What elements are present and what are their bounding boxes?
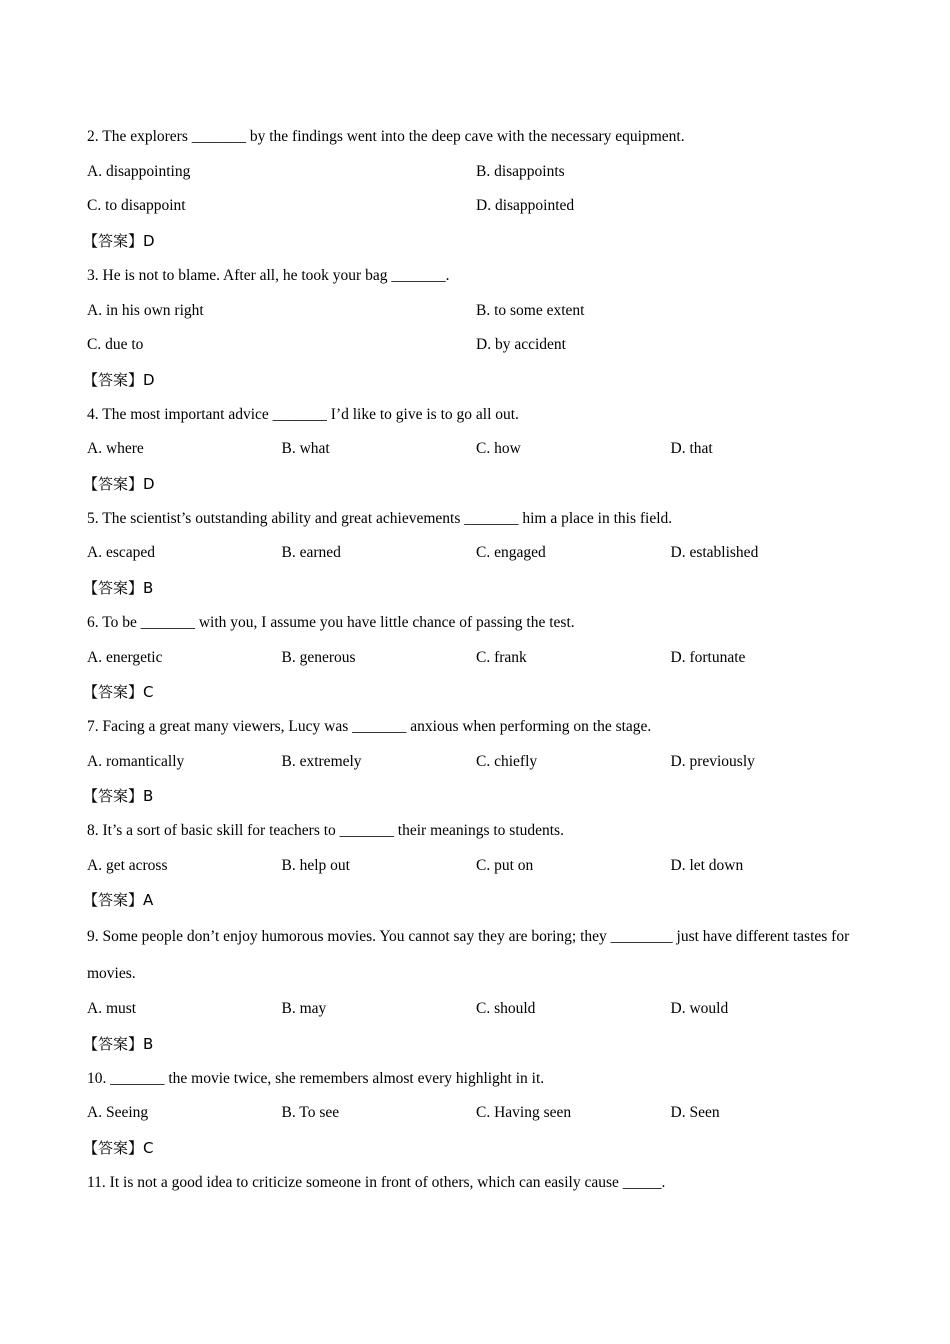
question-8-text: 8. It’s a sort of basic skill for teachers to _______ their meanings to students. (87, 822, 564, 840)
question-2-options-row-1 (87, 155, 867, 190)
question-2-answer: 【答案】D (83, 232, 155, 251)
option-a: A. Seeing (87, 1104, 149, 1122)
option-d: D. that (670, 440, 713, 458)
option-a: A. escaped (87, 544, 155, 562)
question-7-answer: 【答案】B (83, 787, 154, 806)
question-10-answer: 【答案】C (83, 1138, 154, 1157)
question-9-answer: 【答案】B (83, 1034, 154, 1053)
question-7-text: 7. Facing a great many viewers, Lucy was _______ anxious when performing on the stage. (87, 717, 652, 735)
question-4-options (87, 432, 867, 467)
question-list (83, 120, 867, 1200)
question-10-options (87, 1096, 867, 1131)
question-6-answer: 【答案】C (83, 683, 154, 702)
question-5-options (87, 536, 867, 571)
question-3-text: 3. He is not to blame. After all, he took your bag _______. (87, 266, 450, 284)
question-4-text: 4. The most important advice _______ I’d like to give is to go all out. (87, 405, 519, 423)
option-a: A. where (87, 440, 144, 458)
option-d: D. would (670, 1000, 729, 1018)
question-3-answer: 【答案】D (83, 370, 155, 389)
option-d: D. let down (670, 856, 744, 874)
option-c: C. chiefly (476, 752, 538, 770)
option-d: D. previously (670, 752, 755, 770)
question-5-answer: 【答案】B (83, 579, 154, 598)
option-d: D. by accident (476, 336, 566, 354)
option-b: B. help out (281, 856, 350, 874)
option-a: A. disappointing (87, 162, 191, 180)
option-a: A. must (87, 1000, 137, 1018)
question-2-options-row-2 (87, 189, 867, 224)
question-9-options (87, 992, 867, 1027)
option-d: D. fortunate (670, 648, 746, 666)
question-9-text: 9. Some people don’t enjoy humorous movies. You cannot say they are boring; they ________ just have different tastes for movies. (87, 928, 850, 983)
option-b: B. To see (281, 1104, 340, 1122)
question-6-text: 6. To be _______ with you, I assume you have little chance of passing the test. (87, 613, 575, 631)
option-a: A. energetic (87, 648, 163, 666)
option-c: C. Having seen (476, 1104, 572, 1122)
option-c: C. should (476, 1000, 536, 1018)
option-c: C. put on (476, 856, 534, 874)
option-d: D. disappointed (476, 197, 575, 215)
option-b: B. may (281, 1000, 327, 1018)
option-d: D. established (670, 544, 759, 562)
option-c: C. engaged (476, 544, 546, 562)
option-b: B. earned (281, 544, 341, 562)
question-11-text: 11. It is not a good idea to criticize someone in front of others, which can easily cause _____. (87, 1173, 666, 1191)
question-3-options-row-1 (87, 294, 867, 329)
option-a: A. get across (87, 856, 168, 874)
question-6-options (87, 641, 867, 676)
option-c: C. to disappoint (87, 197, 186, 215)
question-3-options-row-2 (87, 328, 867, 363)
option-b: B. disappoints (476, 162, 565, 180)
question-4-answer: 【答案】D (83, 475, 155, 494)
question-7-options (87, 745, 867, 780)
option-b: B. to some extent (476, 301, 585, 319)
question-10-text: 10. _______ the movie twice, she remembers almost every highlight in it. (87, 1069, 545, 1087)
option-a: A. in his own right (87, 301, 204, 319)
option-a: A. romantically (87, 752, 185, 770)
option-d: D. Seen (670, 1104, 720, 1122)
option-c: C. frank (476, 648, 527, 666)
option-b: B. extremely (281, 752, 362, 770)
option-c: C. how (476, 440, 521, 458)
question-8-answer: 【答案】A (83, 891, 154, 910)
question-2-text: 2. The explorers _______ by the findings went into the deep cave with the necessary equipment. (87, 128, 685, 145)
option-b: B. generous (281, 648, 356, 666)
option-b: B. what (281, 440, 330, 458)
question-5-text: 5. The scientist’s outstanding ability and great achievements _______ him a place in this field. (87, 509, 673, 527)
question-8-options (87, 849, 867, 884)
option-c: C. due to (87, 336, 144, 354)
